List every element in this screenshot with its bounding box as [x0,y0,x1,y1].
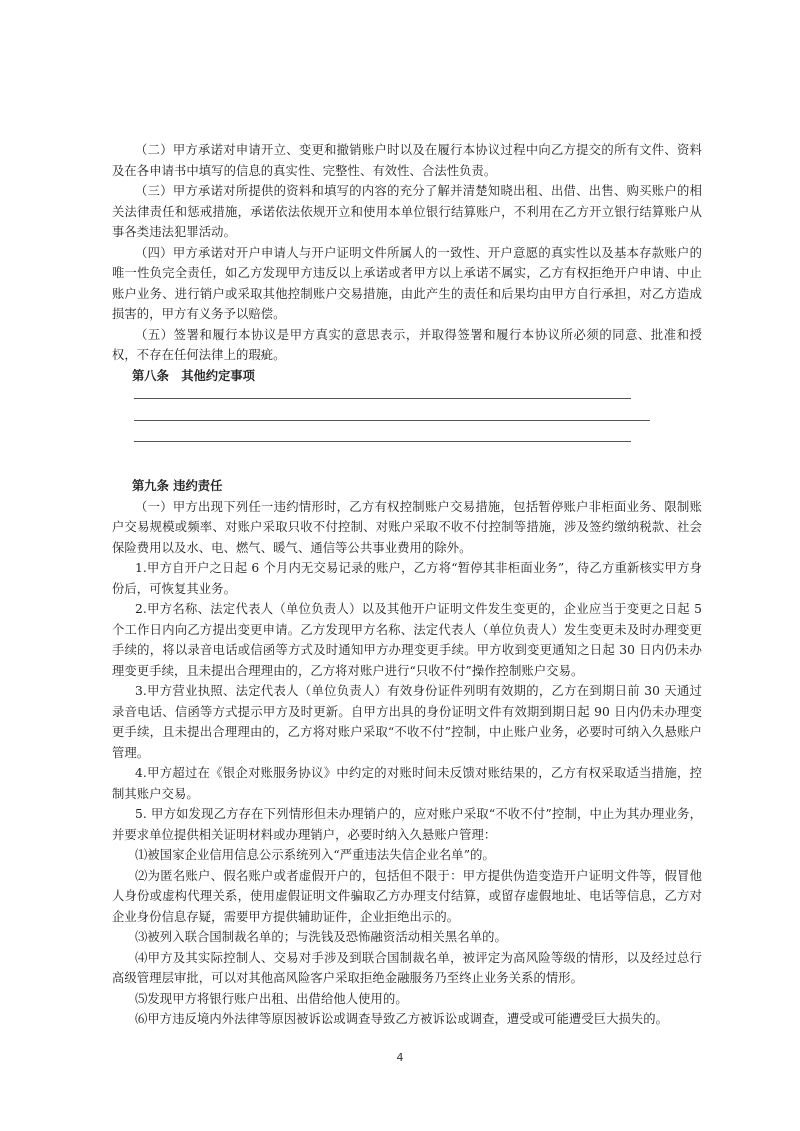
article-8-heading: 第八条 其他约定事项 [132,367,255,383]
page-number: 4 [396,1051,404,1064]
paragraph-subitem-6: ⑹甲方违反境内外法律等原因被诉讼或调查导致乙方被诉讼或调查，遭受或可能遭受巨大损失的。 [135,1012,669,1026]
paragraph-breach-item-2: 2.甲方名称、法定代表人（单位负责人）以及其他开户证明文件发生变更的，企业应当于变更之日起 5 个工作日内向乙方提出变更申请。乙方发现甲方名称、法定代表人（单位负责人）发生变更未及时办理变更手续的，将以录音电话或信函等方式及时通知甲方办理变更手续。甲方收到变更通知之日起 30 日内仍未办理变更手续，且未提出合理理由的，乙方将对账户进行“只收不付”操作控制账户交易。 [112,602,702,678]
paragraph-commitment-4: （四）甲方承诺对开户申请人与开户证明文件所属人的一致性、开户意愿的真实性以及基本存款账户的唯一性负完全责任，如乙方发现甲方违反以上承诺或者甲方以上承诺不属实，乙方有权拒绝开户申请、中止账户业务、进行销户或采取其他控制账户交易措施，由此产生的责任和后果均由甲方自行承担，对乙方造成损害的，甲方有义务予以赔偿。 [112,245,702,321]
paragraph-commitment-2: （二）甲方承诺对申请开立、变更和撤销账户时以及在履行本协议过程中向乙方提交的所有文件、资料及在各申请书中填写的信息的真实性、完整性、有效性、合法性负责。 [112,143,702,178]
paragraph-breach-item-1: 1.甲方自开户之日起 6 个月内无交易记录的账户，乙方将“暂停其非柜面业务”，待乙方重新核实甲方身份后，可恢复其业务。 [112,561,702,596]
paragraph-commitment-5: （五）签署和履行本协议是甲方真实的意思表示，并取得签署和履行本协议所必须的同意、批准和授权，不存在任何法律上的瑕疵。 [112,327,702,362]
paragraph-subitem-3: ⑶被列入联合国制裁名单的；与洗钱及恐怖融资活动相关黑名单的。 [135,930,507,944]
paragraph-breach-item-3: 3.甲方营业执照、法定代表人（单位负责人）有效身份证件列明有效期的，乙方在到期日前 30 天通过录音电话、信函等方式提示甲方及时更新。自甲方出具的身份证明文件有效期到期日起 90 日内仍未办理变更手续，且未提出合理理由的，乙方将对账户采取“不收不付”控制，中止账户业务，必要时可纳入久悬账户管理。 [112,684,702,760]
paragraph-subitem-1: ⑴被国家企业信用信息公示系统列入“严重违法失信企业名单”的。 [135,848,495,862]
paragraph-breach-item-5: 5. 甲方如发现乙方存在下列情形但未办理销户的，应对账户采取“不收不付”控制，中止为其办理业务，并要求单位提供相关证明材料或办理销户，必要时纳入久悬账户管理： [112,807,702,842]
blank-fill-line [134,398,631,399]
blank-fill-line [134,420,650,421]
document-body [112,140,702,1030]
paragraph-subitem-2: ⑵为匿名账户、假名账户或者虚假开户的，包括但不限于：甲方提供伪造变造开户证明文件等，假冒他人身份或虚构代理关系，使用虚假证明文件骗取乙方办理支付结算，或留存虚假地址、电话等信息，乙方对企业身份信息存疑，需要甲方提供辅助证件，企业拒绝出示的。 [112,868,702,924]
paragraph-commitment-3: （三）甲方承诺对所提供的资料和填写的内容的充分了解并清楚知晓出租、出借、出售、购买账户的相关法律责任和惩戒措施，承诺依法依规开立和使用本单位银行结算账户，不利用在乙方开立银行结算账户从事各类违法犯罪活动。 [112,184,702,239]
paragraph-breach-item-4: 4.甲方超过在《银企对账服务协议》中约定的对账时间未反馈对账结果的，乙方有权采取适当措施，控制其账户交易。 [112,766,702,801]
paragraph-subitem-4: ⑷甲方及其实际控制人、交易对手涉及到联合国制裁名单，被评定为高风险等级的情形，以及经过总行高级管理层审批，可以对其他高风险客户采取拒绝金融服务乃至终止业务关系的情形。 [112,950,702,985]
paragraph-breach-intro: （一）甲方出现下列任一违约情形时，乙方有权控制账户交易措施，包括暂停账户非柜面业务、限制账户交易规模或频率、对账户采取只收不付控制、对账户采取不收不付控制等措施，涉及签约缴纳税款、社会保险费用以及水、电、燃气、暖气、通信等公共事业费用的除外。 [112,499,702,555]
paragraph-subitem-5: ⑸发现甲方将银行账户出租、出借给他人使用的。 [135,991,408,1006]
article-9-heading: 第九条 违约责任 [132,478,223,493]
